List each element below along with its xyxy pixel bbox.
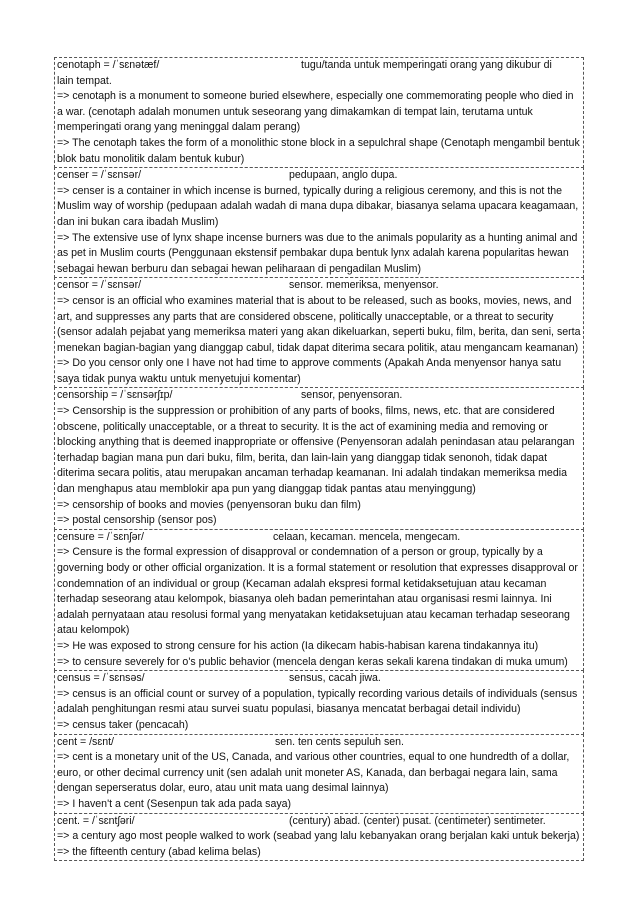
entry-header xyxy=(57,530,581,546)
entry-example: => cenotaph is a monument to someone buried elsewhere, especially one commemorating people who died in a war. (cenotaph adalah monumen untuk seseorang yang dimakamkan di tempat lain, terutama untuk memperingati orang yang meninggal dalam perang) xyxy=(57,90,574,134)
dictionary-entry xyxy=(54,813,584,862)
entry-gloss: sen. ten cents sepuluh sen. xyxy=(275,735,404,748)
dictionary-entry xyxy=(54,277,584,388)
dictionary-entry xyxy=(54,57,584,168)
entry-headword: censure = /ˈsɛnʃər/ xyxy=(57,530,144,543)
entry-example: => cent is a monetary unit of the US, Canada, and various other countries, equal to one hundredth of a dollar, euro, or other decimal currency unit (sen adalah unit moneter AS, Kanada, dan berbagai negara lain, sama dengan seperseratus dolar, euro, atau unit mata uang desimal lainnya) xyxy=(57,751,570,795)
entry-headword: censer = /ˈsɛnsər/ xyxy=(57,169,142,182)
dictionary-entry xyxy=(54,387,584,529)
entry-example: => the fifteenth century (abad kelima belas) xyxy=(57,845,261,858)
entry-gloss: sensor, penyensoran. xyxy=(301,389,403,402)
entry-headword: cent. = /ˈsɛntʃəri/ xyxy=(57,814,135,827)
dictionary-entry xyxy=(54,670,584,734)
entry-example: => censorship of books and movies (penyensoran buku dan film) xyxy=(57,498,361,511)
entry-gloss: sensus, cacah jiwa. xyxy=(289,672,381,685)
entry-example: => census is an official count or survey of a population, typically recording various details of individuals (sensus adalah penghitungan resmi atau survei suatu populasi, biasanya mencatat berbagai detail individu) xyxy=(57,687,578,716)
entry-headword: cent = /sɛnt/ xyxy=(57,735,114,748)
entry-header xyxy=(57,814,581,830)
entry-continuation: lain tempat. xyxy=(57,74,112,87)
entry-gloss: tugu/tanda untuk memperingati orang yang dikubur di xyxy=(301,59,552,71)
entry-headword: censorship = /ˈsɛnsərʃɪp/ xyxy=(57,389,173,402)
entry-example: => I haven't a cent (Sesenpun tak ada pada saya) xyxy=(57,797,292,810)
entry-example: => to censure severely for o's public behavior (mencela dengan keras sekali karena tindakan di muka umum) xyxy=(57,655,568,668)
entry-example: => censor is an official who examines material that is about to be released, such as books, movies, news, and art, and suppresses any parts that are considered obscene, politically unacceptable, or a threat to security (sensor adalah pejabat yang memeriksa materi yang akan dikeluarkan, seperti buku, film, berita, dan seni, serta menekan bagian-bagian yang dianggap cabul, tidak dapat diterima secara politik, atau mengancam keamanan) xyxy=(57,294,581,354)
entry-header xyxy=(57,671,581,687)
entry-example: => Censorship is the suppression or prohibition of any parts of books, films, news, etc. that are considered obscene, politically unacceptable, or a threat to security. It is the act of examining media and removing or blocking anything that is deemed inappropriate or offensive (Penyensoran adalah penindasan atau pelarangan terhadap bagian mana pun dari buku, film, berita, dan lain-lain yang dianggap tidak senonoh, tidak dapat diterima secara politis, atau merupakan ancaman terhadap keamanan. Ini adalah tindakan memeriksa media dan menghapus atau memblokir apa pun yang dianggap tidak pantas atau menyinggung) xyxy=(57,405,575,496)
entry-header xyxy=(57,168,581,184)
entry-headword: census = /ˈsɛnsəs/ xyxy=(57,672,145,685)
entry-example: => The cenotaph takes the form of a monolithic stone block in a sepulchral shape (Cenotaph mengambil bentuk blok batu monolitik dalam bentuk kubur) xyxy=(57,136,580,165)
entry-gloss: pedupaan, anglo dupa. xyxy=(289,169,398,182)
entry-example: => Do you censor only one I have not had time to approve comments (Apakah Anda menyensor hanya satu saya tidak punya waktu untuk menyetujui komentar) xyxy=(57,357,562,385)
entry-gloss: sensor. memeriksa, menyensor. xyxy=(289,279,439,292)
entry-header xyxy=(57,58,581,74)
dictionary-entry xyxy=(54,529,584,671)
entry-example: => postal censorship (sensor pos) xyxy=(57,514,217,527)
dictionary-entry xyxy=(54,734,584,814)
entry-gloss: (century) abad. (center) pusat. (centimeter) sentimeter. xyxy=(289,814,546,827)
entry-header xyxy=(57,388,581,404)
dictionary-entry xyxy=(54,167,584,278)
entry-example: => Censure is the formal expression of disapproval or condemnation of a person or group, typically by a governing body or other official organization. It is a formal statement or resolution that expresses disapproval or condemnation of an individual or group (Kecaman adalah ekspresi formal ketidaksetujuan atau kecaman terhadap seseorang atau kelompok, biasanya oleh badan pemerintahan atau organisasi resmi lainnya. Ini adalah pernyataan atau resolusi formal yang menyatakan ketidaksetujuan atau kecaman terhadap seseorang atau kelompok) xyxy=(57,546,578,637)
entry-headword: cenotaph = /ˈsɛnətæf/ xyxy=(57,59,160,71)
entry-example: => The extensive use of lynx shape incense burners was due to the animals popularity as a hunting animal and as pet in Muslim courts (Penggunaan ekstensif pembakar dupa bentuk lynx adalah karena popularitas hewan sebagai hewan berburu dan sebagai hewan peliharaan di pengadilan Muslim) xyxy=(57,231,578,275)
entry-header xyxy=(57,735,581,751)
entry-example: => censer is a container in which incense is burned, typically during a religious ceremony, and this is not the Muslim way of worship (pedupaan adalah wadah di mana dupa dibakar, biasanya selama upacara keagamaan, dan ini bukan cara ibadah Muslim) xyxy=(57,184,579,228)
entry-header xyxy=(57,278,581,294)
entry-headword: censor = /ˈsɛnsər/ xyxy=(57,279,142,292)
entry-example: => a century ago most people walked to work (seabad yang lalu kebanyakan orang berjalan kaki untuk bekerja) xyxy=(57,830,580,843)
entry-example: => He was exposed to strong censure for his action (Ia dikecam habis-habisan karena tindakannya itu) xyxy=(57,639,539,652)
entry-example: => census taker (pencacah) xyxy=(57,718,189,731)
entry-gloss: celaan, kecaman. mencela, mengecam. xyxy=(273,530,461,543)
dictionary-page xyxy=(54,58,584,861)
